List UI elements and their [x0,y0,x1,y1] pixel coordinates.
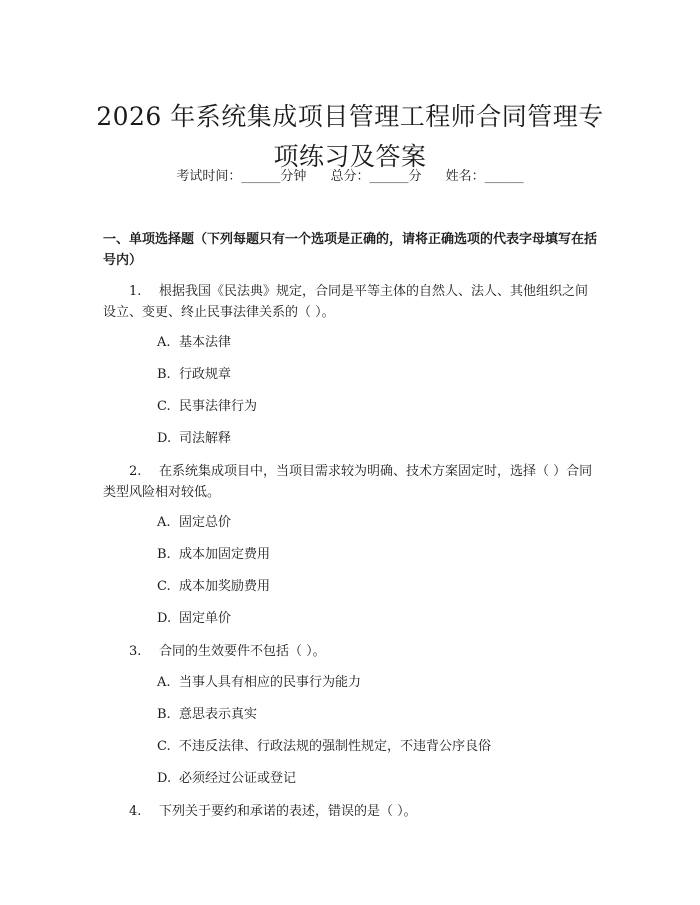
option-letter: B. [157,367,171,382]
option-letter: C. [157,739,171,754]
option-text: 成本加奖励费用 [179,579,271,594]
option-text: 不违反法律、行政法规的强制性规定，不违背公序良俗 [179,739,492,754]
option-letter: D. [157,431,172,446]
question-3 [103,641,600,662]
option-item [157,577,270,597]
question-4 [103,801,600,822]
option-text: 当事人具有相应的民事行为能力 [179,675,362,690]
question-number: 4. [129,804,142,819]
option-letter: A. [157,515,171,530]
question-number: 2. [129,464,142,479]
option-item [157,365,231,385]
option-text: 司法解释 [179,431,232,446]
question-2 [103,461,600,503]
question-number: 1. [129,284,142,299]
option-text: 民事法律行为 [179,399,258,414]
option-letter: B. [157,707,171,722]
title-line-1: 2026 年系统集成项目管理工程师合同管理专 [96,101,604,131]
section-heading: 一、单项选择题（下列每题只有一个选项是正确的，请将正确选项的代表字母填写在括号内） [103,232,598,268]
option-item [157,673,361,693]
option-item [157,705,257,725]
option-text: 成本加固定费用 [179,547,271,562]
name-field: 姓名：______ [445,169,524,184]
question-text: 下列关于要约和承诺的表述，错误的是（ ）。 [159,804,417,819]
exam-time-field: 考试时间：______分钟 [176,169,307,184]
option-letter: C. [157,579,171,594]
question-text: 合同的生效要件不包括（ ）。 [159,644,326,659]
question-text: 根据我国《民法典》规定，合同是平等主体的自然人、法人、其他组织之间设立、变更、终止民事法律关系的（ ）。 [103,284,589,320]
option-text: 行政规章 [179,367,232,382]
option-letter: B. [157,547,171,562]
option-text: 必须经过公证或登记 [179,771,297,786]
option-item [157,545,270,565]
option-text: 固定总价 [179,515,232,530]
option-letter: D. [157,611,172,626]
document-title [60,97,640,177]
title-line-2: 项练习及答案 [273,141,427,171]
option-text: 意思表示真实 [179,707,258,722]
option-letter: D. [157,771,172,786]
option-item [157,333,231,353]
total-score-field: 总分：______分 [330,169,422,184]
exam-info [0,167,700,187]
option-letter: C. [157,399,171,414]
question-number: 3. [129,644,142,659]
option-letter: A. [157,335,171,350]
option-item [157,429,231,449]
option-letter: A. [157,675,171,690]
question-1 [103,281,600,323]
option-item [157,397,257,417]
option-item [157,737,491,757]
option-item [157,609,231,629]
option-text: 固定单价 [179,611,232,626]
option-item [157,769,296,789]
option-item [157,513,231,533]
option-text: 基本法律 [179,335,232,350]
question-text: 在系统集成项目中，当项目需求较为明确、技术方案固定时，选择（ ）合同类型风险相对较低。 [103,464,593,500]
